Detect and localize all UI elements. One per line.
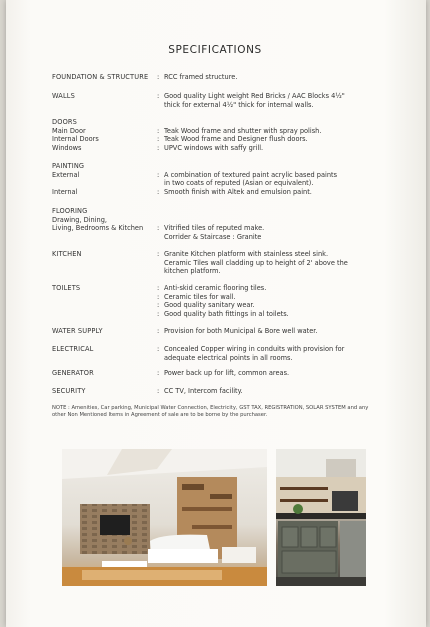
spec-value — [164, 345, 382, 362]
colon: : — [157, 92, 160, 100]
colon: : — [157, 135, 160, 144]
spec-value — [164, 387, 382, 396]
spec-line: Teak Wood frame and shutter with spray polish. — [164, 126, 322, 135]
spec-line: Power back up for lift, common areas. — [164, 369, 290, 377]
spec-line: Corrider & Staircase : Granite — [164, 232, 262, 241]
spec-value — [164, 171, 382, 197]
colon: : — [157, 345, 160, 353]
spec-value — [164, 73, 382, 82]
spec-line: Good quality sanitary wear. — [164, 301, 255, 310]
spec-line: RCC framed structure. — [164, 73, 238, 81]
spec-label-group — [52, 207, 162, 233]
spec-value — [164, 92, 382, 109]
spec-value — [164, 250, 382, 276]
colon: : — [157, 126, 160, 135]
colon: : — [157, 309, 160, 318]
spec-label: KITCHEN — [52, 250, 82, 258]
colon: : — [157, 73, 160, 81]
spec-line: Granite Kitchen platform with stainless steel sink. — [164, 250, 329, 258]
living-room-photo — [62, 449, 267, 586]
spec-line: Smooth finish with Altek and emulsion paint. — [164, 187, 312, 196]
spec-label-group — [52, 118, 156, 152]
colon: : — [157, 170, 160, 179]
spec-line: UPVC windows with saffy grill. — [164, 143, 264, 152]
spec-label: FLOORING — [52, 207, 88, 215]
spec-sublabel: External — [52, 170, 80, 179]
spec-line: Provision for both Municipal & Bore well water. — [164, 327, 318, 335]
spec-value — [164, 127, 382, 153]
colon: : — [157, 250, 160, 258]
spec-label: SECURITY — [52, 387, 86, 395]
colon: : — [157, 369, 160, 377]
spec-label: GENERATOR — [52, 369, 94, 377]
colon: : — [157, 301, 160, 310]
spec-label: PAINTING — [52, 162, 85, 170]
spec-line: Good quality bath fittings in al toilets. — [164, 309, 289, 318]
spec-label: FOUNDATION & STRUCTURE — [52, 73, 149, 81]
spec-sublabel: Main Door — [52, 126, 86, 135]
spec-value — [164, 284, 382, 318]
colon: : — [157, 143, 160, 152]
spec-value — [164, 327, 382, 336]
spec-line: Concealed Copper wiring in conduits with provision for — [164, 345, 345, 353]
spec-line: in two coats of reputed (Asian or equivalent). — [164, 179, 314, 188]
spec-label: DOORS — [52, 118, 77, 126]
spec-sublabel: Drawing, Dining, — [52, 215, 107, 224]
spec-line: CC TV, Intercom facility. — [164, 387, 243, 395]
colon: : — [157, 292, 160, 301]
spec-sublabel: Internal Doors — [52, 135, 99, 144]
page-title: SPECIFICATIONS — [168, 44, 262, 56]
spec-line: adequate electrical points in all rooms. — [164, 353, 293, 362]
spec-sublabel: Living, Bedrooms & Kitchen — [52, 224, 144, 233]
spec-line: Ceramic Tiles wall cladding up to height of 2' above the — [164, 258, 348, 267]
spec-line: Teak Wood frame and Designer flush doors. — [164, 135, 308, 144]
colon: : — [157, 284, 160, 292]
spec-value — [164, 369, 382, 378]
spec-sublabel: Windows — [52, 143, 82, 152]
colon: : — [157, 387, 160, 395]
spec-line: thick for external 4½" thick for internal walls. — [164, 100, 314, 109]
spec-label: WATER SUPPLY — [52, 327, 103, 335]
spec-line: Ceramic tiles for wall. — [164, 292, 236, 301]
spec-line: kitchen platform. — [164, 267, 221, 276]
spec-line: Vitrified tiles of reputed make. — [164, 224, 265, 233]
colon: : — [157, 224, 160, 233]
spec-label-group — [52, 162, 156, 196]
spec-label: ELECTRICAL — [52, 345, 94, 353]
spec-label: WALLS — [52, 92, 75, 100]
spec-line: Anti-skid ceramic flooring tiles. — [164, 284, 267, 292]
colon: : — [157, 187, 160, 196]
spec-line: A combination of textured paint acrylic based paints — [164, 170, 338, 179]
spec-value — [164, 224, 382, 241]
purchaser-note: NOTE : Amenities, Car parking, Municipal Water Connection, Electricity, GST TAX, REGISTRATION, SOLAR SYSTEM and any other Non Mentioned Items in Agreement of sale are to be borne by the purchaser. — [52, 405, 369, 418]
colon: : — [157, 327, 160, 335]
spec-sublabel: Internal — [52, 187, 78, 196]
kitchen-photo — [276, 449, 366, 586]
spec-label: TOILETS — [52, 284, 81, 292]
spec-line: Good quality Light weight Red Bricks / AAC Blocks 4½" — [164, 92, 345, 100]
